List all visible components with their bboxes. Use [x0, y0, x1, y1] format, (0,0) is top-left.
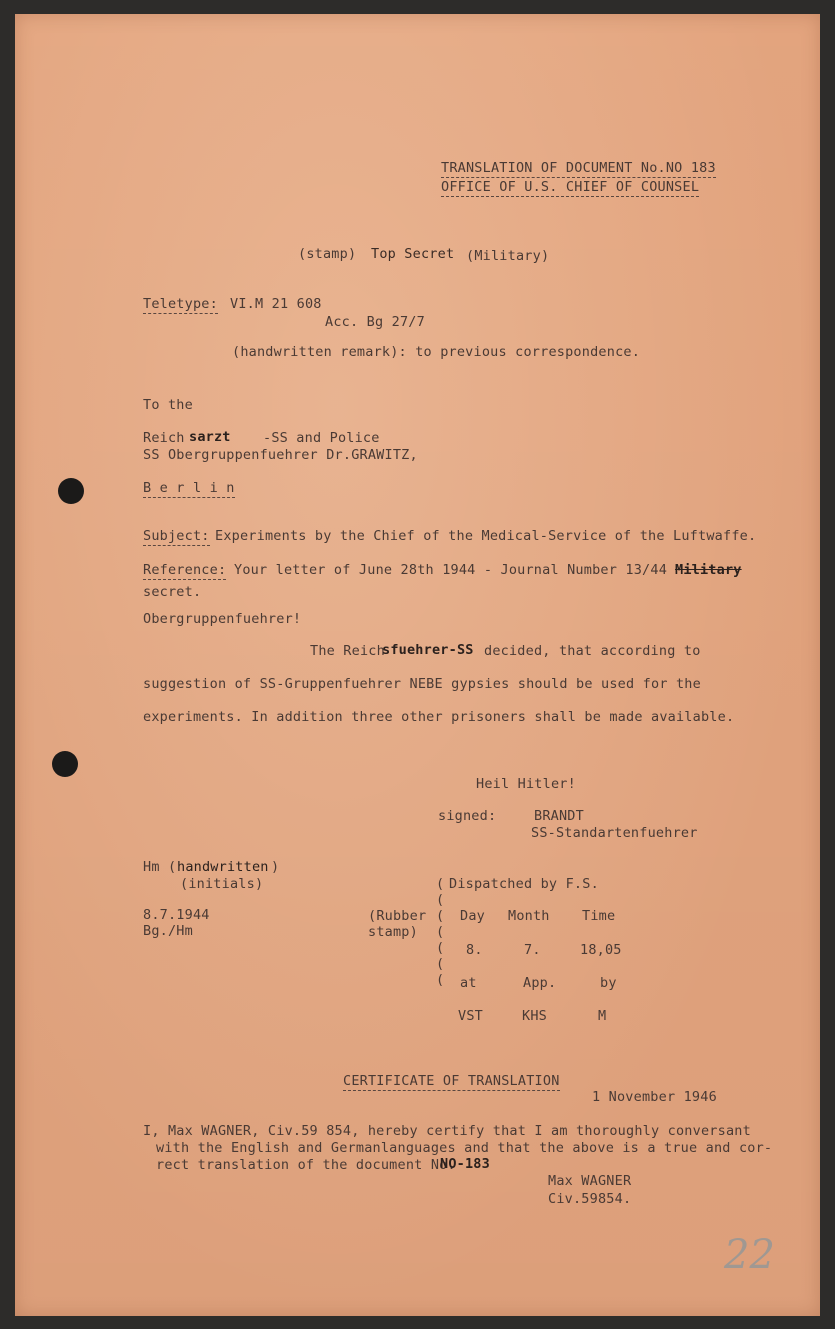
punch-hole-top: [58, 478, 84, 504]
left-bg: Bg./Hm: [143, 923, 193, 939]
certificate-date: 1 November 1946: [592, 1089, 717, 1105]
dispatch-app: App.: [523, 975, 557, 991]
dispatch-title: Dispatched by F.S.: [449, 876, 599, 892]
body-line3: experiments. In addition three other prisoners shall be made available.: [143, 709, 735, 725]
signed-name: BRANDT: [534, 808, 584, 824]
classification-military: (Military): [466, 248, 550, 264]
hm-pre: Hm (: [143, 859, 177, 875]
page-number: 22: [724, 1232, 775, 1278]
body-line1-post: decided, that according to: [484, 643, 701, 659]
teletype-number: VI.M 21 608: [230, 296, 322, 312]
closing-heil: Heil Hitler!: [476, 776, 576, 792]
dispatch-time: 18,05: [580, 942, 622, 958]
classification-top-secret: Top Secret: [371, 246, 455, 262]
certificate-sig-civ: Civ.59854.: [548, 1191, 632, 1207]
stamp-bracket: ( ( ( ( ( ( (: [436, 876, 445, 988]
certificate-sig-name: Max WAGNER: [548, 1173, 632, 1189]
address-reich: Reich: [143, 430, 185, 446]
dispatch-month-header: Month: [508, 908, 550, 924]
teletype-acc: Acc. Bg 27/7: [325, 314, 425, 330]
certificate-line1: I, Max WAGNER, Civ.59 854, hereby certify that I am thoroughly conversant: [143, 1123, 751, 1139]
classification-stamp: (stamp): [298, 246, 357, 262]
reference-label: Reference:: [143, 562, 227, 578]
address-name: SS Obergruppenfuehrer Dr.GRAWITZ,: [143, 447, 418, 463]
dispatch-at: at: [460, 975, 477, 991]
dispatch-month: 7.: [524, 942, 541, 958]
certificate-line2: with the English and Germanlanguages and that the above is a true and cor-: [156, 1140, 773, 1156]
document-page: [15, 14, 820, 1316]
certificate-line3-pre: rect translation of the document No.: [156, 1157, 456, 1173]
header-translation-line: TRANSLATION OF DOCUMENT No.NO 183: [441, 160, 716, 176]
signed-title: SS-Standartenfuehrer: [531, 825, 698, 841]
subject-text: Experiments by the Chief of the Medical-Service of the Luftwaffe.: [215, 528, 757, 544]
salutation: Obergruppenfuehrer!: [143, 611, 302, 627]
dispatch-m: M: [598, 1008, 607, 1024]
dispatch-day: 8.: [466, 942, 483, 958]
body-line1-pre: The Reich: [310, 643, 385, 659]
reference-text: Your letter of June 28th 1944 - Journal Number 13/44: [234, 562, 668, 578]
certificate-title: CERTIFICATE OF TRANSLATION: [343, 1073, 560, 1089]
initials: (initials): [180, 876, 264, 892]
rubber-label: (Rubber: [368, 908, 427, 924]
teletype-remark: (handwritten remark): to previous correspondence.: [232, 344, 641, 360]
dispatch-by: by: [600, 975, 617, 991]
stamp-label: stamp): [368, 924, 418, 940]
address-arzt: sarzt: [189, 429, 231, 445]
reference-secret: secret.: [143, 584, 202, 600]
left-date: 8.7.1944: [143, 907, 210, 923]
signed-label: signed:: [438, 808, 497, 824]
header-office-line: OFFICE OF U.S. CHIEF OF COUNSEL: [441, 179, 700, 195]
reference-military: Military: [675, 562, 742, 578]
body-line2: suggestion of SS-Gruppenfuehrer NEBE gypsies should be used for the: [143, 676, 701, 692]
address-ss-police: -SS and Police: [263, 430, 380, 446]
punch-hole-bottom: [52, 751, 78, 777]
hm-handwritten: handwritten: [177, 859, 269, 875]
dispatch-day-header: Day: [460, 908, 485, 924]
body-line1-bold: sfuehrer-SS: [382, 642, 474, 658]
address-city: B e r l i n: [143, 480, 235, 496]
dispatch-time-header: Time: [582, 908, 616, 924]
subject-label: Subject:: [143, 528, 210, 544]
hm-post: ): [271, 859, 280, 875]
teletype-label: Teletype:: [143, 296, 218, 312]
address-to: To the: [143, 397, 193, 413]
certificate-doc-number: NO-183: [440, 1156, 490, 1172]
dispatch-khs: KHS: [522, 1008, 547, 1024]
dispatch-vst: VST: [458, 1008, 483, 1024]
